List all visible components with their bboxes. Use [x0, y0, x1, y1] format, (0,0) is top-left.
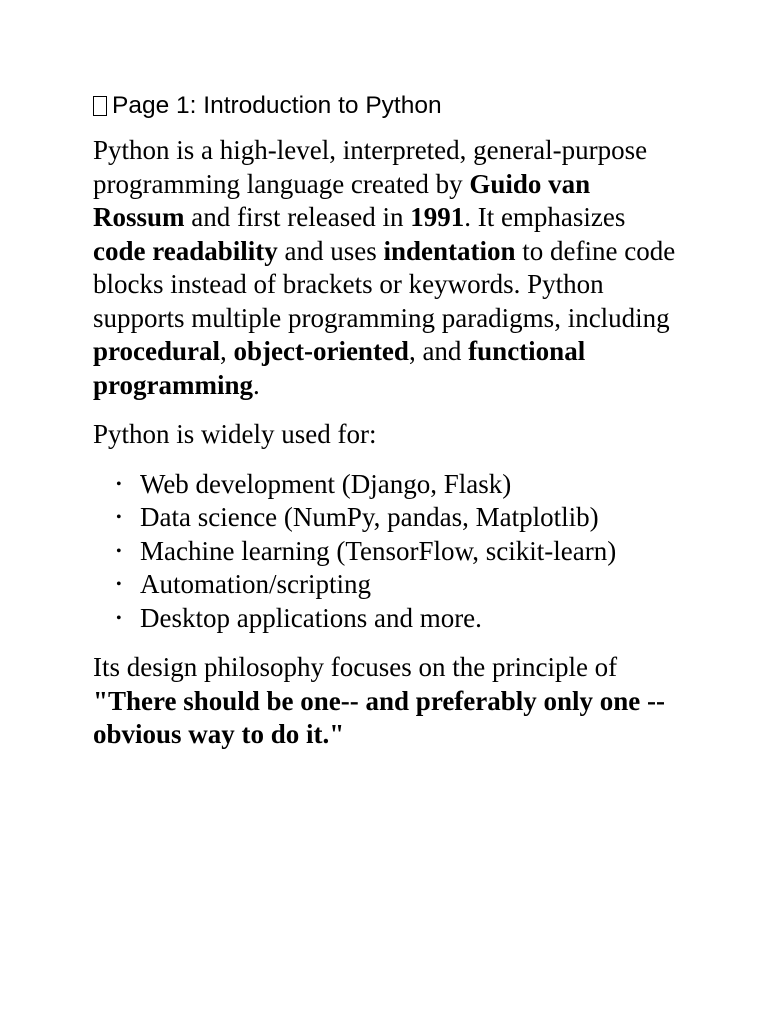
bullet-icon: • — [116, 576, 122, 593]
bullet-icon: • — [116, 609, 122, 627]
intro-text-7: , and — [408, 336, 469, 366]
bullet-icon: • — [116, 509, 122, 526]
philosophy-quote: "There should be one-- and preferably only one --obvious way to do it." — [93, 685, 666, 749]
list-item — [116, 501, 683, 535]
bullet-icon: • — [116, 542, 122, 560]
missing-glyph-box-icon — [93, 96, 107, 116]
document-page — [93, 88, 683, 768]
list-item-text: Machine learning (TensorFlow, scikit-learn) — [140, 535, 617, 566]
list-item-text: Web development (Django, Flask) — [140, 468, 512, 499]
intro-text-8: . — [253, 369, 260, 400]
emphasis-indentation: indentation — [383, 235, 516, 266]
bullet-icon: • — [116, 475, 122, 493]
page-heading — [93, 88, 683, 124]
list-item-text: Data science (NumPy, pandas, Matplotlib) — [140, 502, 599, 532]
paradigm-object-oriented: object-oriented — [233, 336, 409, 366]
list-item — [116, 568, 683, 602]
uses-list — [93, 468, 683, 636]
paradigm-procedural: procedural — [93, 336, 220, 366]
philosophy-text: Its design philosophy focuses on the principle of — [93, 652, 618, 682]
creator-name: Guido van Rossum — [93, 168, 591, 232]
list-item — [116, 468, 683, 502]
intro-paragraph — [93, 134, 683, 402]
paradigm-functional: functional programming — [93, 336, 586, 400]
intro-text-4: and uses — [277, 235, 384, 266]
intro-text-6: , — [220, 336, 234, 366]
intro-text-1: Python is a high-level, interpreted, general-purpose programming language created by — [93, 135, 648, 199]
intro-text-2: and first released in — [184, 202, 411, 232]
release-year: 1991 — [410, 202, 465, 232]
list-item-text: Automation/scripting — [140, 569, 371, 599]
intro-text-3: . It emphasizes — [464, 202, 626, 232]
intro-text-5: to define code blocks instead of brackets or keywords. Python supports multiple programming paradigms, including — [93, 235, 676, 333]
list-item — [116, 535, 683, 569]
list-item — [116, 602, 683, 636]
uses-lead: Python is widely used for: — [93, 419, 377, 449]
page-title: Page 1: Introduction to Python — [112, 92, 442, 119]
emphasis-readability: code readability — [93, 235, 278, 266]
list-item-text: Desktop applications and more. — [140, 602, 482, 633]
philosophy-paragraph — [93, 651, 683, 752]
